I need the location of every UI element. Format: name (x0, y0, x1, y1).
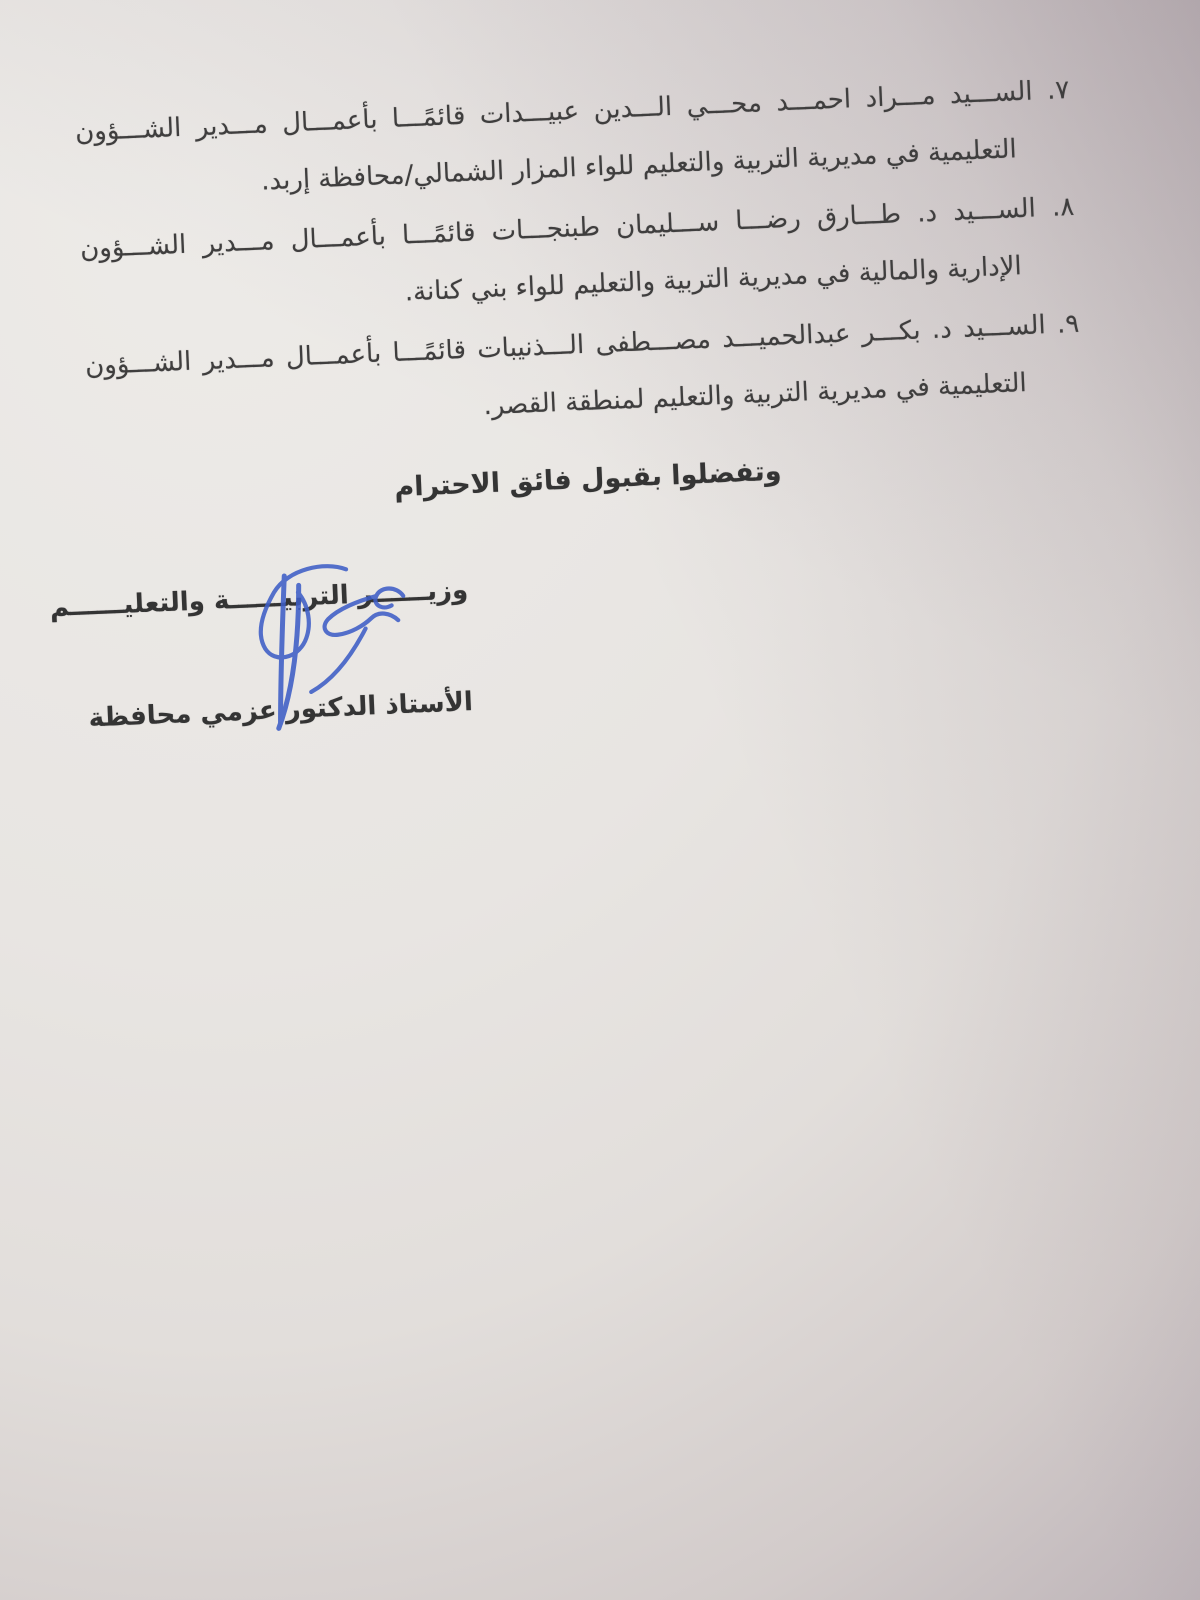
signature-block (49, 562, 474, 746)
item-7-line-2: التعليمية في مديرية التربية والتعليم للواء المزار الشمالي/محافظة إربد. (260, 134, 1018, 197)
item-8-line-2: الإدارية والمالية في مديرية التربية والتعليم للواء بني كنانة. (404, 251, 1023, 308)
item-7-line-1: ٧. الســـيد مـــراد احمـــد محـــي الـــدين عبيـــدات قائمًـــا بأعمـــال مـــدير الشـــؤون (74, 74, 1070, 148)
item-8-line-1: ٨. الســـيد د. طـــارق رضـــا ســـليمان طبنجـــات قائمًـــا بأعمـــال مـــدير الشـــؤون (79, 191, 1075, 265)
closing-salutation: وتفضلوا بقبول فائق الاحترام (393, 455, 783, 504)
letter-body (49, 62, 1086, 734)
item-9-line-2: التعليمية في مديرية التربية والتعليم لمنطقة القصر. (482, 368, 1028, 422)
item-9-line-1: ٩. الســـيد د. بكـــر عبدالحميـــد مصـــطفى الـــذنيبات قائمًـــا بأعمـــال مـــدير الشـــؤون (84, 308, 1080, 382)
signatory-name: الأستاذ الدكتور عزمي محافظة (88, 687, 474, 734)
signatory-title: وزيــــــر التربيــــــة والتعليــــــم (49, 575, 469, 624)
